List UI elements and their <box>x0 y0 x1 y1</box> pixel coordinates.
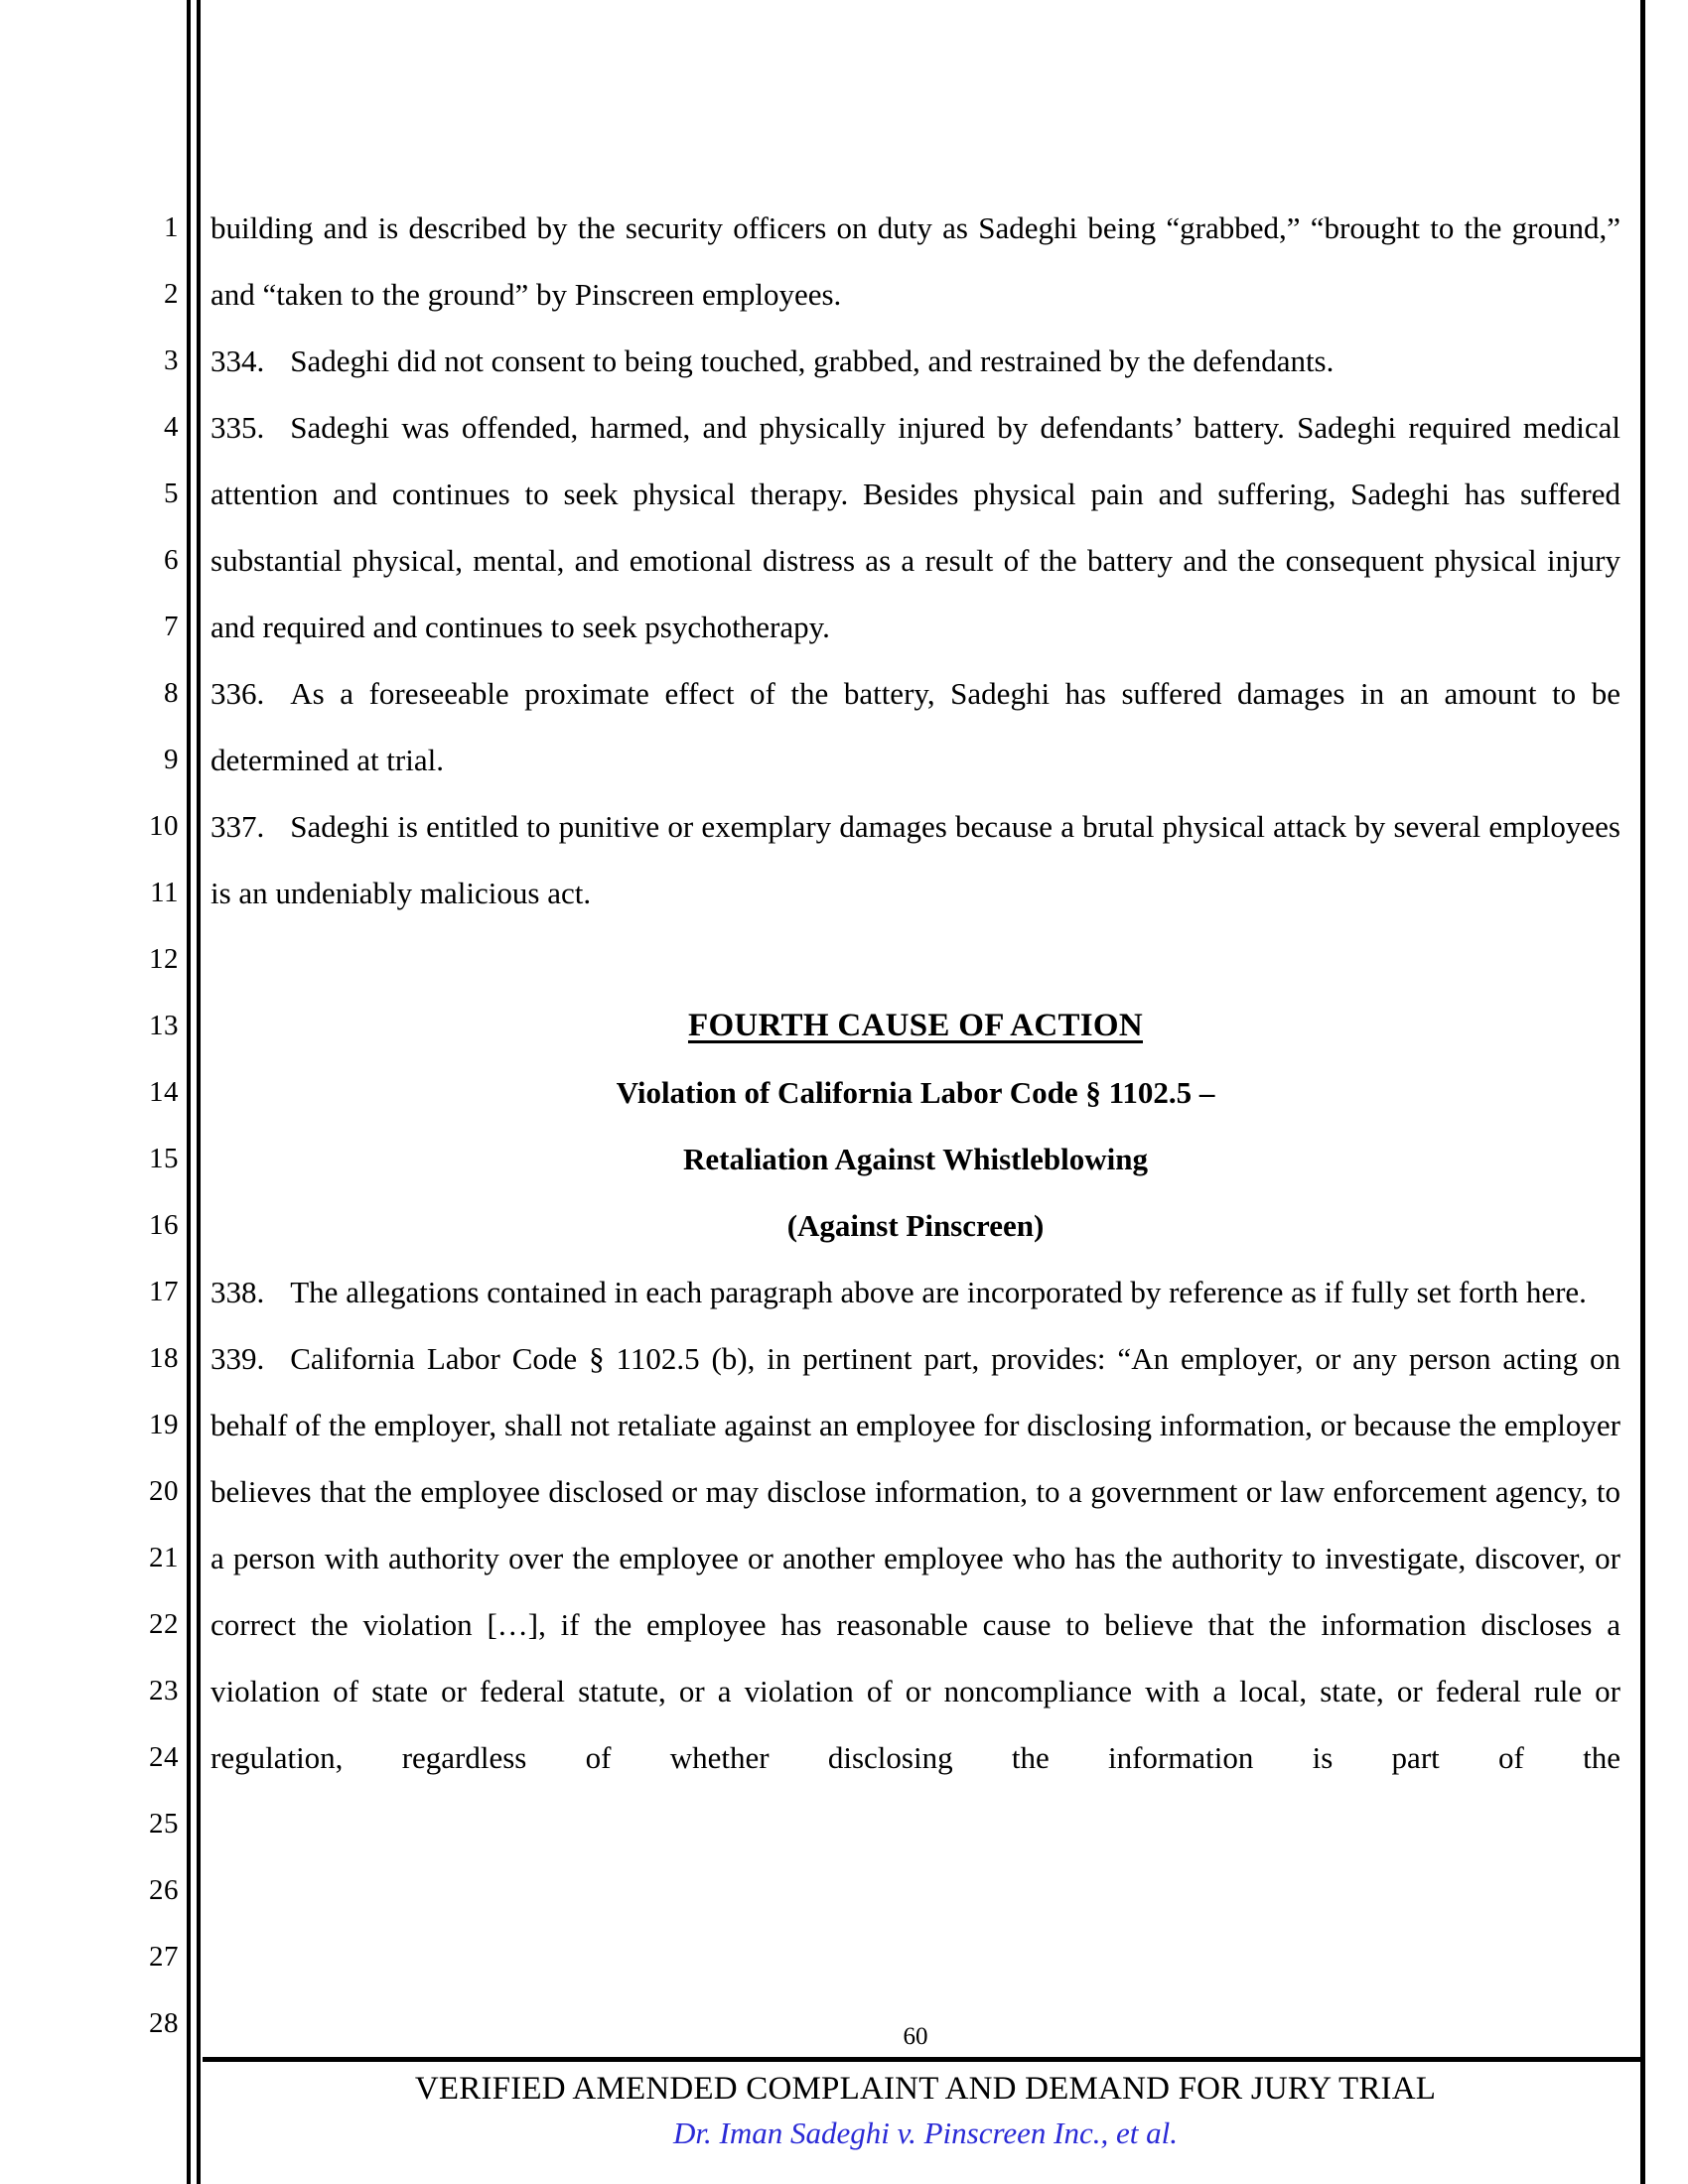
line-number: 13 <box>149 1010 179 1041</box>
paragraph-number: 334. <box>211 343 265 378</box>
paragraph-text: California Labor Code § 1102.5 (b), in pertinent part, provides: “An employer, or any person acting on behalf of the employer, shall not retaliate against an employee for disclosing information, or because the employer believes that the employee disclosed or may disclose information, to a government or law enforcement agency, to a person with authority over the employee or another employee who has the authority to investigate, discover, or correct the violation […], if the employee has reasonable cause to believe that the information discloses a violation of state or federal statute, or a violation of or noncompliance with a local, state, or federal rule or regulation, regardless of whether disclosing the information is part of the <box>211 1341 1620 1775</box>
line-number: 10 <box>149 810 179 842</box>
cause-of-action-subtitle-defendant: (Against Pinscreen) <box>786 1208 1045 1243</box>
line-number: 6 <box>164 544 179 576</box>
line-number: 17 <box>149 1276 179 1307</box>
page-number: 60 <box>903 2023 928 2050</box>
right-margin-rule <box>1640 0 1645 2184</box>
line-number: 4 <box>164 411 179 443</box>
left-margin-rule-outer <box>187 0 191 2184</box>
line-number: 3 <box>164 344 179 376</box>
paragraph-334 <box>211 328 1620 394</box>
line-number: 20 <box>149 1475 179 1507</box>
line-number: 21 <box>149 1542 179 1573</box>
paragraph-338 <box>211 1259 1620 1325</box>
paragraph-337 <box>211 793 1620 926</box>
paragraph-336 <box>211 660 1620 793</box>
line-number: 7 <box>164 611 179 642</box>
line-number: 11 <box>150 877 179 908</box>
paragraph-number: 339. <box>211 1341 265 1376</box>
paragraph-number: 335. <box>211 410 265 445</box>
footer-divider-rule <box>203 2057 1642 2062</box>
continued-paragraph: building and is described by the security officers on duty as Sadeghi being “grabbed,” “brought to the ground,” and “taken to the ground” by Pinscreen employees. <box>211 210 1620 312</box>
line-number: 19 <box>149 1409 179 1440</box>
line-number: 24 <box>149 1741 179 1773</box>
line-number: 22 <box>149 1608 179 1640</box>
paragraph-number: 336. <box>211 676 265 711</box>
line-number: 28 <box>149 2007 179 2039</box>
line-number: 2 <box>164 278 179 310</box>
paragraph-number: 337. <box>211 809 265 844</box>
paragraph-text: The allegations contained in each paragraph above are incorporated by reference as if fully set forth here. <box>290 1275 1587 1309</box>
blank-line <box>211 926 1620 993</box>
line-number: 18 <box>149 1342 179 1374</box>
line-number: 25 <box>149 1808 179 1840</box>
cause-of-action-title: FOURTH CAUSE OF ACTION <box>687 1008 1143 1043</box>
line-number: 1 <box>164 211 179 243</box>
line-number-gutter <box>119 195 179 2057</box>
line-number: 16 <box>149 1209 179 1241</box>
cause-of-action-subtitle-statute: Violation of California Labor Code § 1102.5 – <box>616 1075 1215 1110</box>
footer-case-caption: Dr. Iman Sadeghi v. Pinscreen Inc., et al. <box>673 2116 1178 2150</box>
document-body <box>211 195 1620 1791</box>
paragraph-text: As a foreseeable proximate effect of the battery, Sadeghi has suffered damages in an amount to be determined at trial. <box>211 676 1620 777</box>
cause-of-action-subtitle-claim: Retaliation Against Whistleblowing <box>683 1142 1148 1176</box>
paragraph-text: Sadeghi was offended, harmed, and physically injured by defendants’ battery. Sadeghi required medical attention and continues to seek physical therapy. Besides physical pain and suffering, Sadeghi has suffered substantial physical, mental, and emotional distress as a result of the battery and the consequent physical injury and required and continues to seek psychotherapy. <box>211 410 1620 644</box>
paragraph-335 <box>211 394 1620 660</box>
line-number: 8 <box>164 677 179 709</box>
line-number: 23 <box>149 1675 179 1706</box>
footer-document-title: VERIFIED AMENDED COMPLAINT AND DEMAND FOR JURY TRIAL <box>414 2071 1437 2107</box>
left-margin-rule-inner <box>197 0 201 2184</box>
line-number: 5 <box>164 478 179 509</box>
line-number: 27 <box>149 1941 179 1973</box>
line-number: 9 <box>164 744 179 775</box>
line-number: 14 <box>149 1076 179 1108</box>
paragraph-number: 338. <box>211 1275 265 1309</box>
paragraph-text: Sadeghi is entitled to punitive or exemplary damages because a brutal physical attack by several employees is an undeniably malicious act. <box>211 809 1620 910</box>
line-number: 15 <box>149 1143 179 1174</box>
cause-of-action-heading-block <box>211 993 1620 1259</box>
line-number: 26 <box>149 1874 179 1906</box>
line-number: 12 <box>149 943 179 975</box>
paragraph-text: Sadeghi did not consent to being touched, grabbed, and restrained by the defendants. <box>290 343 1335 378</box>
paragraph-339 <box>211 1325 1620 1791</box>
